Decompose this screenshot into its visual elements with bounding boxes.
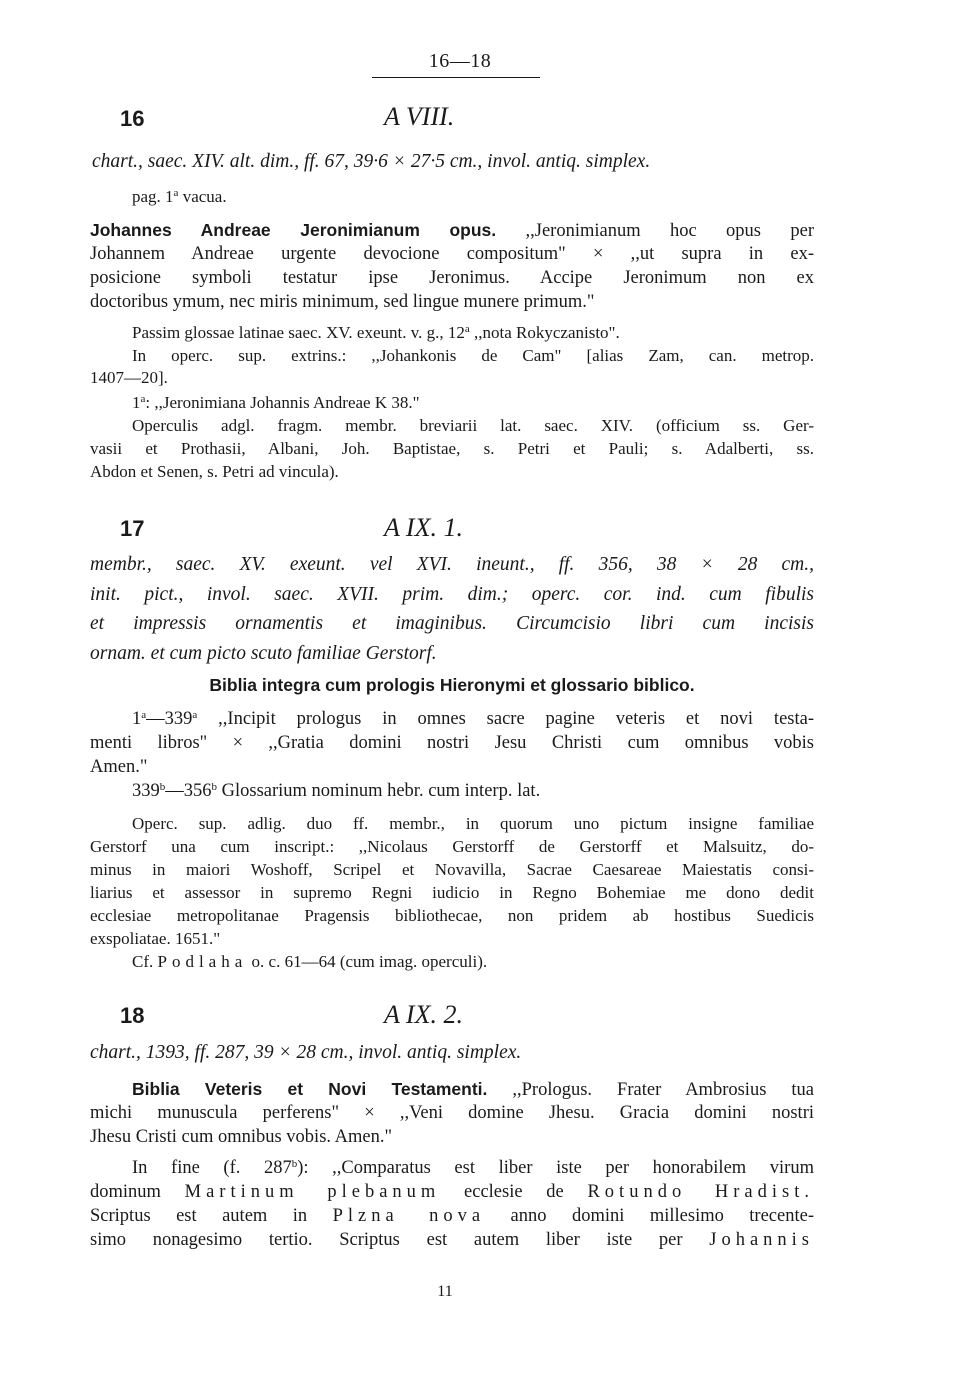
text-line: ecclesiae metropolitanae Pragensis bibliothecae, non pridem ab hostibus Suedicis bbox=[90, 906, 814, 925]
person-name: Johannis bbox=[709, 1230, 814, 1250]
physical-description: init. pict., invol. saec. XVII. prim. dim.; operc. cor. ind. cum fibulis bbox=[90, 584, 814, 605]
text-line bbox=[132, 707, 814, 731]
place-name: Plzna nova bbox=[332, 1206, 486, 1226]
text-segment: 1 bbox=[132, 393, 141, 412]
text-segment: ,,nota Rokyczanisto". bbox=[469, 323, 620, 342]
text-line: 1407—20]. bbox=[90, 368, 168, 387]
work-title: Biblia integra cum prologis Hieronymi et glossario biblico. bbox=[209, 675, 695, 695]
text-segment: o. c. 61—64 (cum imag. operculi). bbox=[247, 952, 488, 971]
text-line bbox=[132, 779, 814, 803]
physical-description: chart., saec. XIV. alt. dim., ff. 67, 39·6 × 27·5 cm., invol. antiq. simplex. bbox=[92, 151, 651, 172]
text-line: doctoribus ymum, nec miris minimum, sed lingue munere primum." bbox=[90, 292, 595, 312]
text-line: Jhesu Cristi cum omnibus vobis. Amen." bbox=[90, 1127, 393, 1147]
text-line bbox=[132, 950, 814, 974]
text-line: michi munuscula perferens" × ,,Veni domine Jhesu. Gracia domini nostri bbox=[90, 1103, 814, 1123]
person-name: Martinum plebanum bbox=[184, 1182, 441, 1202]
text-line bbox=[132, 1077, 814, 1102]
text-segment: Passim glossae latinae saec. XV. exeunt. v. g., 12 bbox=[132, 323, 465, 342]
text-segment: In fine (f. 287 bbox=[132, 1158, 292, 1178]
running-head: 16—18 bbox=[428, 50, 492, 72]
superscript: b bbox=[291, 1158, 298, 1170]
text-segment: ecclesie de bbox=[440, 1182, 588, 1202]
physical-description: chart., 1393, ff. 287, 39 × 28 cm., invol. antiq. simplex. bbox=[90, 1042, 522, 1063]
superscript: a bbox=[464, 323, 470, 335]
text-segment: Cf. bbox=[132, 952, 158, 971]
text-segment: ,,Jeronimianum hoc opus per bbox=[496, 221, 814, 241]
text-line: Operc. sup. adlig. duo ff. membr., in quorum uno pictum insigne familiae bbox=[132, 814, 814, 833]
text-line bbox=[132, 185, 532, 209]
text-segment: 339 bbox=[132, 781, 160, 801]
superscript: b bbox=[159, 781, 166, 793]
superscript: b bbox=[211, 781, 217, 793]
text-line bbox=[132, 1156, 814, 1180]
text-line bbox=[90, 218, 814, 243]
text-segment: 1 bbox=[132, 709, 142, 729]
text-segment: ): ,,Comparatus est liber iste per honorabilem virum bbox=[297, 1158, 814, 1178]
page-number: 11 bbox=[437, 1283, 453, 1300]
text-line: Gerstorf una cum inscript.: ,,Nicolaus Gerstorff de Gerstorff et Malsuitz, do- bbox=[90, 837, 814, 856]
entry-number: 18 bbox=[120, 1003, 145, 1028]
text-line: minus in maiori Woshoff, Scripel et Novavilla, Sacrae Caesareae Maiestatis consi- bbox=[90, 860, 814, 879]
text-line: menti libros" × ,,Gratia domini nostri Jesu Christi cum omnibus vobis bbox=[90, 733, 814, 753]
superscript: a bbox=[173, 187, 179, 199]
text-line: Amen." bbox=[90, 757, 148, 777]
place-name: Rotundo Hradist. bbox=[587, 1182, 815, 1202]
text-line bbox=[90, 1228, 814, 1252]
physical-description: ornam. et cum picto scuto familiae Gerstorf. bbox=[90, 643, 437, 664]
author-name: Podlaha bbox=[157, 952, 248, 971]
superscript: a bbox=[141, 709, 147, 721]
physical-description: membr., saec. XV. exeunt. vel XVI. ineunt., ff. 356, 38 × 28 cm., bbox=[90, 554, 814, 575]
text-segment: Scriptus est autem in bbox=[90, 1206, 333, 1226]
text-segment: ,,Prologus. Frater Ambrosius tua bbox=[487, 1080, 814, 1100]
text-segment: simo nonagesimo tertio. Scriptus est autem liber iste per bbox=[90, 1230, 710, 1250]
work-title: Biblia Veteris et Novi Testamenti. bbox=[132, 1079, 488, 1099]
entry-number: 16 bbox=[120, 106, 145, 131]
text-segment: vacua. bbox=[178, 187, 227, 206]
text-line: Operculis adgl. fragm. membr. breviarii lat. saec. XIV. (officium ss. Ger- bbox=[132, 416, 814, 435]
text-line: In operc. sup. extrins.: ,,Johankonis de Cam" [alias Zam, can. metrop. bbox=[132, 346, 814, 365]
text-line: exspoliatae. 1651." bbox=[90, 929, 221, 948]
text-line: vasii et Prothasii, Albani, Joh. Baptistae, s. Petri et Pauli; s. Adalberti, ss. bbox=[90, 439, 814, 458]
text-segment: —356 bbox=[165, 781, 212, 801]
text-line bbox=[90, 1180, 814, 1204]
text-line: Johannem Andreae urgente devocione compositum" × ,,ut supra in ex- bbox=[90, 244, 814, 264]
entry-number: 17 bbox=[120, 516, 145, 541]
text-segment: Glossarium nominum hebr. cum interp. lat. bbox=[217, 781, 541, 801]
text-line: Abdon et Senen, s. Petri ad vincula). bbox=[90, 462, 339, 481]
shelfmark: A IX. 1. bbox=[384, 513, 463, 542]
shelfmark: A VIII. bbox=[384, 102, 455, 131]
running-head-rule bbox=[372, 77, 540, 78]
shelfmark: A IX. 2. bbox=[384, 1000, 463, 1029]
superscript: a bbox=[140, 393, 146, 405]
text-line: liarius et assessor in supremo Regni iudicio in Regno Bohemiae me dono dedit bbox=[90, 883, 814, 902]
text-line: posicione symboli testatur ipse Jeronimus. Accipe Jeronimum non ex bbox=[90, 268, 814, 288]
text-line bbox=[132, 321, 814, 345]
text-line bbox=[132, 391, 732, 415]
text-line bbox=[90, 1204, 814, 1228]
text-segment: : ,,Jeronimiana Johannis Andreae K 38." bbox=[145, 393, 420, 412]
work-title: Johannes Andreae Jeronimianum opus. bbox=[90, 220, 497, 240]
text-segment: dominum bbox=[90, 1182, 185, 1202]
text-segment: —339 bbox=[146, 709, 193, 729]
physical-description: et impressis ornamentis et imaginibus. Circumcisio libri cum incisis bbox=[90, 613, 814, 634]
text-segment: pag. 1 bbox=[132, 187, 174, 206]
text-segment: ,,Incipit prologus in omnes sacre pagine veteris et novi testa- bbox=[197, 709, 814, 729]
text-segment: anno domini millesimo trecente- bbox=[485, 1206, 814, 1226]
superscript: a bbox=[192, 709, 198, 721]
